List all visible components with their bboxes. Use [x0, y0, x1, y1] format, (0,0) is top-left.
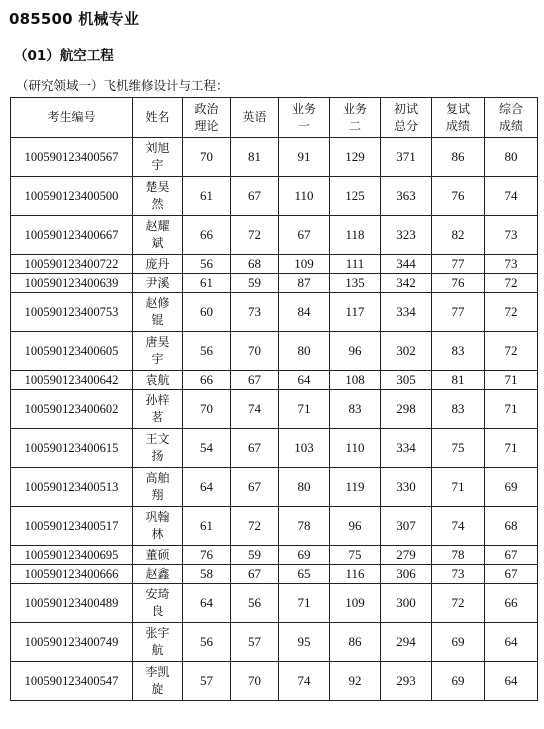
page-title: 085500 机械专业 [9, 10, 140, 28]
score-cell: 84 [279, 293, 330, 332]
score-cell: 116 [330, 565, 381, 584]
score-cell: 64 [183, 468, 231, 507]
table-row [11, 584, 538, 623]
table-row [11, 371, 538, 390]
score-cell: 70 [183, 138, 231, 177]
candidate-name: 孙梓茗 [145, 393, 170, 424]
candidate-name: 王文扬 [145, 432, 170, 463]
score-cell: 72 [485, 274, 538, 293]
score-cell: 69 [279, 546, 330, 565]
score-cell: 67 [231, 177, 279, 216]
score-cell: 56 [183, 255, 231, 274]
score-cell: 363 [381, 177, 432, 216]
header-label: 初试总分 [393, 101, 418, 133]
score-cell: 67 [485, 565, 538, 584]
candidate-name-cell [133, 507, 183, 546]
candidate-id-cell: 100590123400547 [11, 662, 133, 701]
table-header-row [11, 98, 538, 138]
score-cell: 68 [485, 507, 538, 546]
candidate-name: 唐昊宇 [145, 335, 170, 366]
score-cell: 279 [381, 546, 432, 565]
score-cell: 70 [231, 662, 279, 701]
score-cell: 96 [330, 507, 381, 546]
candidate-id-cell: 100590123400722 [11, 255, 133, 274]
score-cell: 129 [330, 138, 381, 177]
candidate-name: 楚昊然 [145, 180, 170, 211]
score-cell: 64 [183, 584, 231, 623]
score-cell: 125 [330, 177, 381, 216]
score-table [10, 97, 538, 701]
score-cell: 371 [381, 138, 432, 177]
score-cell: 66 [183, 216, 231, 255]
score-cell: 109 [279, 255, 330, 274]
candidate-id-cell: 100590123400605 [11, 332, 133, 371]
candidate-id-cell: 100590123400567 [11, 138, 133, 177]
score-cell: 81 [231, 138, 279, 177]
score-cell: 72 [432, 584, 485, 623]
table-row [11, 177, 538, 216]
score-cell: 71 [279, 390, 330, 429]
table-row [11, 274, 538, 293]
score-cell: 118 [330, 216, 381, 255]
score-cell: 86 [330, 623, 381, 662]
score-cell: 75 [432, 429, 485, 468]
score-cell: 110 [279, 177, 330, 216]
score-cell: 58 [183, 565, 231, 584]
header-english: 英语 [231, 98, 279, 138]
score-cell: 56 [231, 584, 279, 623]
candidate-id-cell: 100590123400642 [11, 371, 133, 390]
candidate-id-cell: 100590123400513 [11, 468, 133, 507]
score-cell: 57 [183, 662, 231, 701]
header-label: 综合成绩 [498, 101, 523, 133]
candidate-name: 高舶翔 [145, 471, 170, 502]
candidate-id-cell: 100590123400639 [11, 274, 133, 293]
candidate-name-cell [133, 468, 183, 507]
score-cell: 67 [231, 565, 279, 584]
score-cell: 69 [432, 623, 485, 662]
header-label: 业务二 [342, 101, 367, 133]
score-cell: 73 [432, 565, 485, 584]
score-cell: 307 [381, 507, 432, 546]
score-cell: 71 [279, 584, 330, 623]
score-cell: 306 [381, 565, 432, 584]
score-cell: 81 [432, 371, 485, 390]
score-cell: 72 [231, 507, 279, 546]
score-cell: 302 [381, 332, 432, 371]
score-cell: 294 [381, 623, 432, 662]
score-cell: 92 [330, 662, 381, 701]
candidate-name: 刘旭宇 [145, 141, 170, 172]
candidate-name-cell [133, 255, 183, 274]
score-cell: 67 [231, 468, 279, 507]
candidate-id-cell: 100590123400615 [11, 429, 133, 468]
candidate-name: 尹溪 [145, 275, 170, 290]
score-cell: 71 [485, 371, 538, 390]
score-cell: 72 [485, 293, 538, 332]
header-overall-score [485, 98, 538, 138]
score-cell: 108 [330, 371, 381, 390]
score-cell: 57 [231, 623, 279, 662]
candidate-name-cell [133, 584, 183, 623]
score-cell: 80 [279, 468, 330, 507]
candidate-name-cell [133, 429, 183, 468]
score-cell: 110 [330, 429, 381, 468]
score-cell: 80 [279, 332, 330, 371]
score-cell: 83 [432, 332, 485, 371]
candidate-name: 袁航 [145, 372, 170, 387]
candidate-name: 赵耀斌 [145, 219, 170, 250]
candidate-name: 赵鑫 [145, 566, 170, 581]
score-cell: 76 [432, 177, 485, 216]
score-cell: 117 [330, 293, 381, 332]
score-cell: 86 [432, 138, 485, 177]
table-row [11, 332, 538, 371]
score-cell: 59 [231, 274, 279, 293]
score-cell: 330 [381, 468, 432, 507]
table-row [11, 216, 538, 255]
score-cell: 67 [231, 429, 279, 468]
candidate-id-cell: 100590123400667 [11, 216, 133, 255]
score-cell: 119 [330, 468, 381, 507]
score-cell: 334 [381, 429, 432, 468]
table-row [11, 429, 538, 468]
header-label: 复试成绩 [445, 101, 470, 133]
table-row [11, 390, 538, 429]
score-cell: 95 [279, 623, 330, 662]
score-cell: 70 [231, 332, 279, 371]
score-cell: 73 [231, 293, 279, 332]
candidate-name: 庞丹 [145, 256, 170, 271]
score-cell: 73 [485, 216, 538, 255]
header-candidate-id: 考生编号 [11, 98, 133, 138]
candidate-name-cell [133, 216, 183, 255]
score-cell: 68 [231, 255, 279, 274]
candidate-name-cell [133, 623, 183, 662]
score-cell: 69 [432, 662, 485, 701]
score-cell: 72 [485, 332, 538, 371]
table-row [11, 468, 538, 507]
header-initial-total [381, 98, 432, 138]
score-cell: 135 [330, 274, 381, 293]
candidate-name-cell [133, 274, 183, 293]
score-cell: 293 [381, 662, 432, 701]
candidate-name: 巩翰林 [145, 510, 170, 541]
score-cell: 83 [330, 390, 381, 429]
candidate-name-cell [133, 390, 183, 429]
candidate-name-cell [133, 546, 183, 565]
header-retest-score [432, 98, 485, 138]
score-cell: 74 [231, 390, 279, 429]
score-cell: 74 [485, 177, 538, 216]
score-cell: 70 [183, 390, 231, 429]
candidate-name: 赵修锟 [145, 296, 170, 327]
header-name: 姓名 [133, 98, 183, 138]
score-cell: 60 [183, 293, 231, 332]
candidate-id-cell: 100590123400500 [11, 177, 133, 216]
score-cell: 64 [485, 623, 538, 662]
score-cell: 54 [183, 429, 231, 468]
candidate-id-cell: 100590123400753 [11, 293, 133, 332]
candidate-name-cell [133, 662, 183, 701]
score-cell: 300 [381, 584, 432, 623]
table-row [11, 138, 538, 177]
score-cell: 67 [485, 546, 538, 565]
header-subject-two [330, 98, 381, 138]
score-cell: 56 [183, 332, 231, 371]
score-cell: 82 [432, 216, 485, 255]
candidate-id-cell: 100590123400749 [11, 623, 133, 662]
table-row [11, 507, 538, 546]
score-cell: 65 [279, 565, 330, 584]
score-cell: 74 [279, 662, 330, 701]
candidate-id-cell: 100590123400602 [11, 390, 133, 429]
score-cell: 73 [485, 255, 538, 274]
candidate-name-cell [133, 371, 183, 390]
score-cell: 67 [279, 216, 330, 255]
candidate-name: 安琦良 [145, 587, 170, 618]
score-cell: 77 [432, 255, 485, 274]
header-politics [183, 98, 231, 138]
section-subtitle: （01）航空工程 [14, 48, 114, 64]
score-cell: 56 [183, 623, 231, 662]
score-cell: 71 [485, 429, 538, 468]
header-label: 政治理论 [194, 101, 219, 133]
candidate-name: 董硕 [145, 547, 170, 562]
score-cell: 342 [381, 274, 432, 293]
candidate-id-cell: 100590123400489 [11, 584, 133, 623]
score-cell: 64 [279, 371, 330, 390]
candidate-name-cell [133, 138, 183, 177]
score-cell: 61 [183, 507, 231, 546]
candidate-name: 李凯旋 [145, 665, 170, 696]
score-cell: 87 [279, 274, 330, 293]
score-cell: 323 [381, 216, 432, 255]
candidate-name-cell [133, 332, 183, 371]
table-row [11, 565, 538, 584]
score-cell: 75 [330, 546, 381, 565]
score-cell: 69 [485, 468, 538, 507]
score-cell: 72 [231, 216, 279, 255]
header-subject-one [279, 98, 330, 138]
table-row [11, 662, 538, 701]
table-row [11, 623, 538, 662]
score-cell: 103 [279, 429, 330, 468]
candidate-name-cell [133, 177, 183, 216]
score-cell: 61 [183, 274, 231, 293]
score-cell: 344 [381, 255, 432, 274]
score-cell: 78 [432, 546, 485, 565]
candidate-id-cell: 100590123400695 [11, 546, 133, 565]
candidate-name-cell [133, 565, 183, 584]
score-cell: 77 [432, 293, 485, 332]
score-cell: 83 [432, 390, 485, 429]
candidate-name-cell [133, 293, 183, 332]
score-cell: 298 [381, 390, 432, 429]
score-cell: 96 [330, 332, 381, 371]
score-cell: 111 [330, 255, 381, 274]
score-cell: 76 [432, 274, 485, 293]
score-cell: 59 [231, 546, 279, 565]
score-cell: 71 [432, 468, 485, 507]
score-cell: 64 [485, 662, 538, 701]
score-cell: 71 [485, 390, 538, 429]
score-cell: 305 [381, 371, 432, 390]
table-row [11, 293, 538, 332]
score-cell: 61 [183, 177, 231, 216]
research-area-note: （研究领域一）飞机维修设计与工程： [16, 78, 229, 93]
table-row [11, 546, 538, 565]
score-cell: 74 [432, 507, 485, 546]
score-cell: 76 [183, 546, 231, 565]
candidate-id-cell: 100590123400666 [11, 565, 133, 584]
candidate-id-cell: 100590123400517 [11, 507, 133, 546]
candidate-name: 张宇航 [145, 626, 170, 657]
score-cell: 80 [485, 138, 538, 177]
score-cell: 109 [330, 584, 381, 623]
score-cell: 66 [183, 371, 231, 390]
score-cell: 91 [279, 138, 330, 177]
score-cell: 67 [231, 371, 279, 390]
score-cell: 66 [485, 584, 538, 623]
score-cell: 334 [381, 293, 432, 332]
header-label: 业务一 [291, 101, 316, 133]
table-row [11, 255, 538, 274]
score-cell: 78 [279, 507, 330, 546]
